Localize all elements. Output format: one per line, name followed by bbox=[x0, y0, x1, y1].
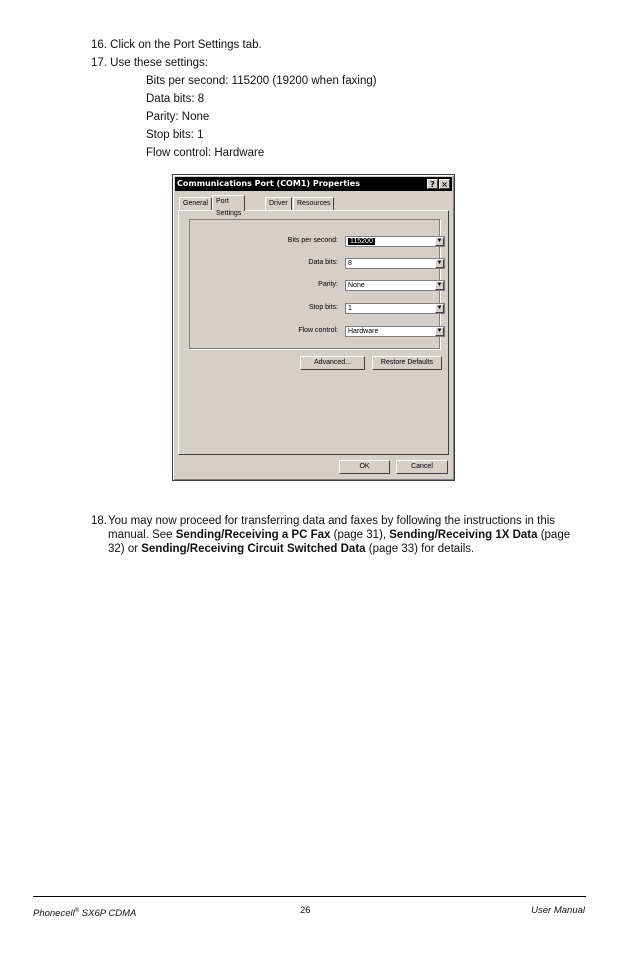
stop-bits-select[interactable] bbox=[345, 303, 445, 314]
setting-parity: Parity: None bbox=[146, 111, 210, 123]
data-bits-select[interactable] bbox=[345, 258, 445, 269]
close-button[interactable]: × bbox=[439, 179, 450, 189]
bits-per-second-select[interactable] bbox=[345, 236, 445, 247]
tab-port-settings[interactable]: Port Settings bbox=[212, 195, 245, 211]
tab-general[interactable]: General bbox=[179, 197, 212, 210]
para-text-2: (page 31), bbox=[330, 529, 390, 541]
step-18-number: 18. bbox=[91, 515, 107, 527]
footer-product bbox=[33, 905, 136, 920]
chevron-down-icon[interactable]: ▼ bbox=[436, 260, 443, 266]
dialog-title: Communications Port (COM1) Properties bbox=[177, 179, 360, 188]
parity-label: Parity: bbox=[318, 281, 338, 288]
stop-bits-label: Stop bits: bbox=[308, 304, 338, 311]
chevron-down-icon[interactable]: ▼ bbox=[436, 282, 443, 288]
port-settings-panel bbox=[178, 210, 449, 455]
bits-per-second-value: 115200 bbox=[350, 238, 373, 245]
setting-flow-control: Flow control: Hardware bbox=[146, 147, 265, 159]
link-1x-data: Sending/Receiving 1X Data bbox=[389, 529, 538, 541]
setting-data-bits: Data bits: 8 bbox=[146, 93, 205, 105]
settings-group bbox=[189, 219, 443, 349]
footer-registered-mark: ® bbox=[74, 908, 80, 914]
restore-defaults-button[interactable]: Restore Defaults bbox=[372, 356, 442, 370]
link-circuit-switched-data: Sending/Receiving Circuit Switched Data bbox=[141, 543, 366, 555]
step-18-paragraph bbox=[91, 514, 571, 556]
flow-control-label: Flow control: bbox=[298, 327, 338, 334]
com-port-properties-dialog bbox=[172, 174, 455, 481]
step-17: 17. Use these settings: bbox=[91, 57, 208, 69]
para-text-4: (page 33) for details. bbox=[365, 543, 475, 555]
chevron-down-icon[interactable]: ▼ bbox=[436, 305, 443, 311]
step-18-text bbox=[91, 514, 571, 556]
setting-stop-bits: Stop bits: 1 bbox=[146, 129, 204, 141]
footer-doc-title: User Manual bbox=[531, 905, 585, 916]
footer-page-number: 26 bbox=[300, 905, 311, 916]
step-16: 16. Click on the Port Settings tab. bbox=[91, 39, 262, 51]
dialog-titlebar bbox=[175, 177, 452, 191]
data-bits-value: 8 bbox=[348, 260, 352, 267]
help-button[interactable]: ? bbox=[427, 179, 438, 189]
footer-brand: Phonecell bbox=[33, 908, 75, 920]
bits-per-second-label: Bits per second: bbox=[287, 237, 338, 244]
flow-control-select[interactable] bbox=[345, 326, 445, 337]
chevron-down-icon[interactable]: ▼ bbox=[436, 328, 443, 334]
flow-control-value: Hardware bbox=[348, 328, 379, 335]
parity-value: None bbox=[348, 282, 365, 289]
para-text-3: (page 32) or bbox=[108, 529, 571, 555]
parity-select[interactable] bbox=[345, 280, 445, 291]
stop-bits-value: 1 bbox=[348, 305, 352, 312]
link-pc-fax: Sending/Receiving a PC Fax bbox=[175, 529, 331, 541]
ok-button[interactable]: OK bbox=[339, 460, 390, 474]
cancel-button[interactable]: Cancel bbox=[396, 460, 448, 474]
footer-rule bbox=[33, 896, 586, 897]
setting-bits-per-second: Bits per second: 115200 (19200 when faxing) bbox=[146, 75, 377, 87]
para-text-1: You may now proceed for transferring data and faxes by following the instructions in this manual. See bbox=[108, 515, 556, 541]
footer-model: SX6P CDMA bbox=[79, 908, 137, 920]
tab-driver[interactable]: Driver bbox=[265, 197, 292, 210]
chevron-down-icon[interactable]: ▼ bbox=[436, 238, 443, 244]
tab-resources[interactable]: Resources bbox=[293, 197, 334, 210]
data-bits-label: Data bits: bbox=[308, 259, 338, 266]
advanced-button[interactable]: Advanced... bbox=[300, 356, 365, 370]
